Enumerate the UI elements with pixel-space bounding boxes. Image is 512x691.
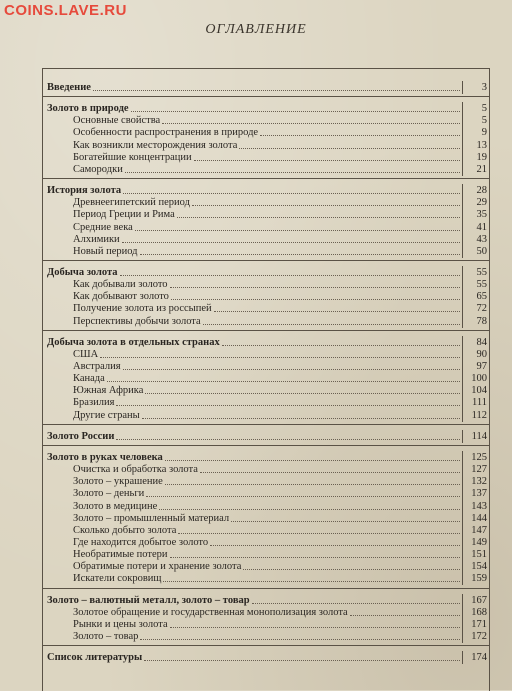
page-number: 104: [462, 384, 489, 397]
page-number: 21: [462, 163, 489, 176]
page-number: 125: [462, 451, 489, 464]
page-number: 50: [462, 245, 489, 258]
entry-title: Бразилия: [73, 397, 115, 409]
page-number: 28: [462, 184, 489, 197]
entry-title: Рынки и цены золота: [73, 618, 168, 630]
page-title: ОГЛАВЛЕНИЕ: [205, 22, 307, 37]
page-number: 9: [462, 126, 489, 139]
page-number: 114: [462, 430, 489, 443]
toc-entry: [43, 245, 489, 258]
section-title: Золото в природе: [47, 103, 129, 115]
entry-title: Древнеегипетский период: [73, 197, 190, 209]
toc-entry: [43, 630, 489, 643]
entry-title: Перспективы добычи золота: [73, 315, 201, 327]
dot-leader: [163, 568, 460, 582]
section-divider: [43, 588, 489, 589]
entry-title: Канада: [73, 373, 105, 385]
page-number: 112: [462, 409, 489, 422]
page-number: 171: [462, 618, 489, 631]
entry-title: Южная Африка: [73, 385, 144, 397]
entry-title: Где находится добытое золото: [73, 536, 209, 548]
page-number: 147: [462, 524, 489, 537]
entry-title: США: [73, 348, 99, 360]
toc-entry: [43, 409, 489, 422]
entry-title: Необратимые потери: [73, 549, 168, 561]
entry-title: Другие страны: [73, 409, 140, 421]
page-number: 132: [462, 475, 489, 488]
entry-title: Золото – товар: [73, 631, 139, 642]
entry-title: Получение золота из россыпей: [73, 303, 212, 315]
entry-title: Золото – деньги: [73, 488, 145, 500]
dot-leader: [125, 159, 460, 173]
toc-section: [43, 430, 489, 443]
page-number: 29: [462, 196, 489, 209]
page-number: 84: [462, 336, 489, 349]
entry-title: Особенности распространения в природе: [73, 127, 259, 139]
section-title: Золото в руках человека: [47, 451, 163, 463]
table-of-contents: [42, 68, 490, 691]
dot-leader: [142, 405, 460, 419]
toc-section: [43, 651, 489, 664]
page-number: 167: [462, 594, 489, 607]
toc-entry: [43, 572, 489, 585]
section-title: Введение: [47, 82, 91, 93]
dot-leader: [140, 626, 460, 640]
entry-title: Австралия: [73, 361, 121, 372]
section-title: Золото – валютный металл, золото – товар: [47, 594, 250, 606]
toc-section: [43, 81, 489, 94]
section-title: Золото России: [47, 430, 115, 442]
page-number: 5: [462, 102, 489, 115]
dot-leader: [144, 647, 460, 661]
page-number: 127: [462, 463, 489, 476]
page-number: 159: [462, 572, 489, 585]
entry-title: Золотое обращение и государственная монополизация золота: [73, 606, 348, 618]
page-number: 3: [462, 81, 489, 94]
page-number: 90: [462, 348, 489, 361]
entry-title: Самородки: [73, 163, 123, 175]
watermark: COINS.LAVE.RU: [4, 2, 127, 19]
dot-leader: [116, 426, 460, 440]
page-number: 168: [462, 606, 489, 619]
entry-title: Обратимые потери и хранение золота: [73, 561, 242, 573]
section-divider: [43, 445, 489, 446]
page-number: 41: [462, 221, 489, 234]
page-number: 55: [462, 278, 489, 291]
entry-title: Богатейшие концентрации: [73, 151, 192, 163]
page-number: 100: [462, 372, 489, 385]
page-number: 55: [462, 266, 489, 279]
page-number: 35: [462, 208, 489, 221]
entry-title: Как добывали золото: [73, 279, 168, 291]
page-number: 137: [462, 487, 489, 500]
section-divider: [43, 645, 489, 646]
page-number: 149: [462, 536, 489, 549]
page-number: 174: [462, 651, 489, 664]
page-number: 172: [462, 630, 489, 643]
entry-title: Как возникли месторождения золота: [73, 139, 238, 151]
section-divider: [43, 424, 489, 425]
dot-leader: [140, 241, 460, 255]
entry-title: Как добывают золото: [73, 291, 169, 303]
entry-title: Сколько добыто золота: [73, 524, 177, 536]
page-number: 19: [462, 151, 489, 164]
toc-entry: [43, 315, 489, 328]
dot-leader: [203, 311, 460, 325]
entry-title: Основные свойства: [73, 115, 161, 127]
entry-title: Золото в медицине: [73, 500, 158, 512]
page-number: 43: [462, 233, 489, 246]
page-number: 13: [462, 139, 489, 152]
section-title: Добыча золота: [47, 266, 118, 278]
page-number: 72: [462, 302, 489, 315]
page-number: 78: [462, 315, 489, 328]
section-divider: [43, 330, 489, 331]
page-number: 5: [462, 114, 489, 127]
entry-title: Алхимики: [73, 233, 120, 245]
entry-title: Средние века: [73, 221, 133, 233]
entry-title: Искатели сокровищ: [73, 573, 162, 585]
page-number: 143: [462, 500, 489, 513]
toc-entry: [43, 163, 489, 176]
page-number: 151: [462, 548, 489, 561]
section-title: Список литературы: [47, 652, 143, 664]
entry-title: Период Греции и Рима: [73, 209, 175, 221]
entry-title: Новый период: [73, 245, 138, 257]
dot-leader: [93, 77, 460, 91]
section-divider: [43, 178, 489, 179]
section-title: История золота: [47, 185, 122, 197]
section-title: Добыча золота в отдельных странах: [47, 336, 220, 348]
page-number: 154: [462, 560, 489, 573]
page-number: 65: [462, 290, 489, 303]
entry-title: Золото – промышленный материал: [73, 512, 230, 524]
page-number: 111: [462, 396, 489, 409]
page-number: 144: [462, 512, 489, 525]
entry-title: Очистка и обработка золота: [73, 464, 198, 476]
page-number: 97: [462, 360, 489, 373]
section-divider: [43, 260, 489, 261]
section-divider: [43, 96, 489, 97]
entry-title: Золото – украшение: [73, 476, 163, 488]
